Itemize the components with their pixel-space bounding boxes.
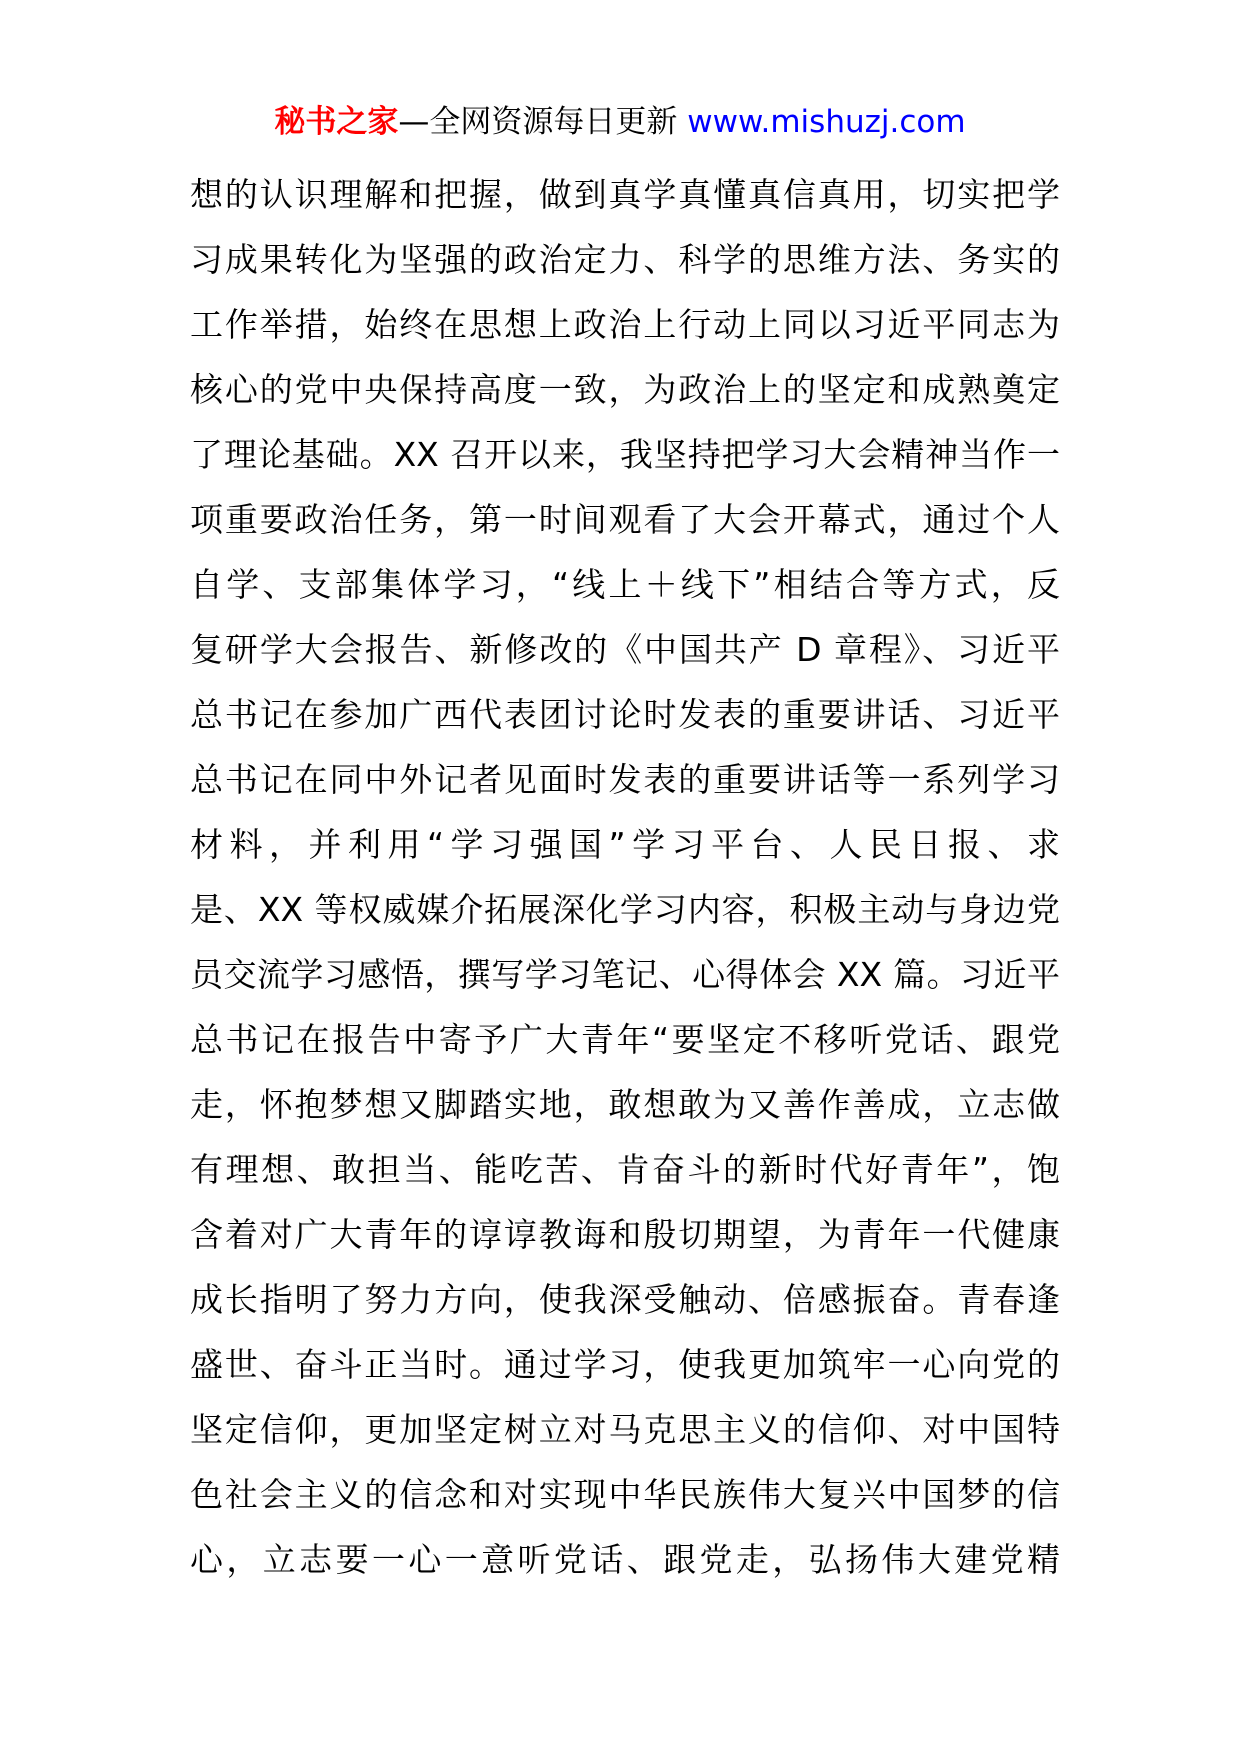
page-header <box>0 100 1240 144</box>
text-line: 习成果转化为坚强的政治定力、科学的思维方法、务实的 <box>190 240 1060 279</box>
text-line: 复研学大会报告、新修改的《中国共产 D 章程》、习近平 <box>190 630 1060 669</box>
header-tagline: —全网资源每日更新 <box>398 104 688 140</box>
website-link[interactable]: www.mishuzj.com <box>687 104 966 140</box>
text-line: 想的认识理解和把握，做到真学真懂真信真用，切实把学 <box>190 175 1060 214</box>
text-line: 了理论基础。XX 召开以来，我坚持把学习大会精神当作一 <box>190 435 1060 474</box>
text-line: 盛世、奋斗正当时。通过学习，使我更加筑牢一心向党的 <box>190 1345 1060 1384</box>
text-line: 总书记在参加广西代表团讨论时发表的重要讲话、习近平 <box>190 695 1060 734</box>
text-line: 走，怀抱梦想又脚踏实地，敢想敢为又善作善成，立志做 <box>190 1085 1060 1124</box>
text-line: 自学、支部集体学习，“线上＋线下”相结合等方式，反 <box>190 565 1060 604</box>
text-line: 坚定信仰，更加坚定树立对马克思主义的信仰、对中国特 <box>190 1410 1060 1449</box>
brand-name: 秘书之家 <box>274 104 399 140</box>
text-line: 工作举措，始终在思想上政治上行动上同以习近平同志为 <box>190 305 1060 344</box>
text-line: 总书记在报告中寄予广大青年“要坚定不移听党话、跟党 <box>190 1020 1060 1059</box>
text-line: 色社会主义的信念和对实现中华民族伟大复兴中国梦的信 <box>190 1475 1060 1514</box>
text-line: 有理想、敢担当、能吃苦、肯奋斗的新时代好青年”，饱 <box>190 1150 1060 1189</box>
text-line: 总书记在同中外记者见面时发表的重要讲话等一系列学习 <box>190 760 1060 799</box>
document-body <box>190 162 1060 1592</box>
text-line: 是、XX 等权威媒介拓展深化学习内容，积极主动与身边党 <box>190 890 1060 929</box>
text-line: 核心的党中央保持高度一致，为政治上的坚定和成熟奠定 <box>190 370 1060 409</box>
text-line: 含着对广大青年的谆谆教诲和殷切期望，为青年一代健康 <box>190 1215 1060 1254</box>
text-line: 心，立志要一心一意听党话、跟党走，弘扬伟大建党精 <box>190 1540 1060 1579</box>
text-line: 成长指明了努力方向，使我深受触动、倍感振奋。青春逢 <box>190 1280 1060 1319</box>
text-line: 项重要政治任务，第一时间观看了大会开幕式，通过个人 <box>190 500 1060 539</box>
text-line: 员交流学习感悟，撰写学习笔记、心得体会 XX 篇。习近平 <box>190 955 1060 994</box>
text-line: 材料，并利用“学习强国”学习平台、人民日报、求 <box>190 825 1060 864</box>
